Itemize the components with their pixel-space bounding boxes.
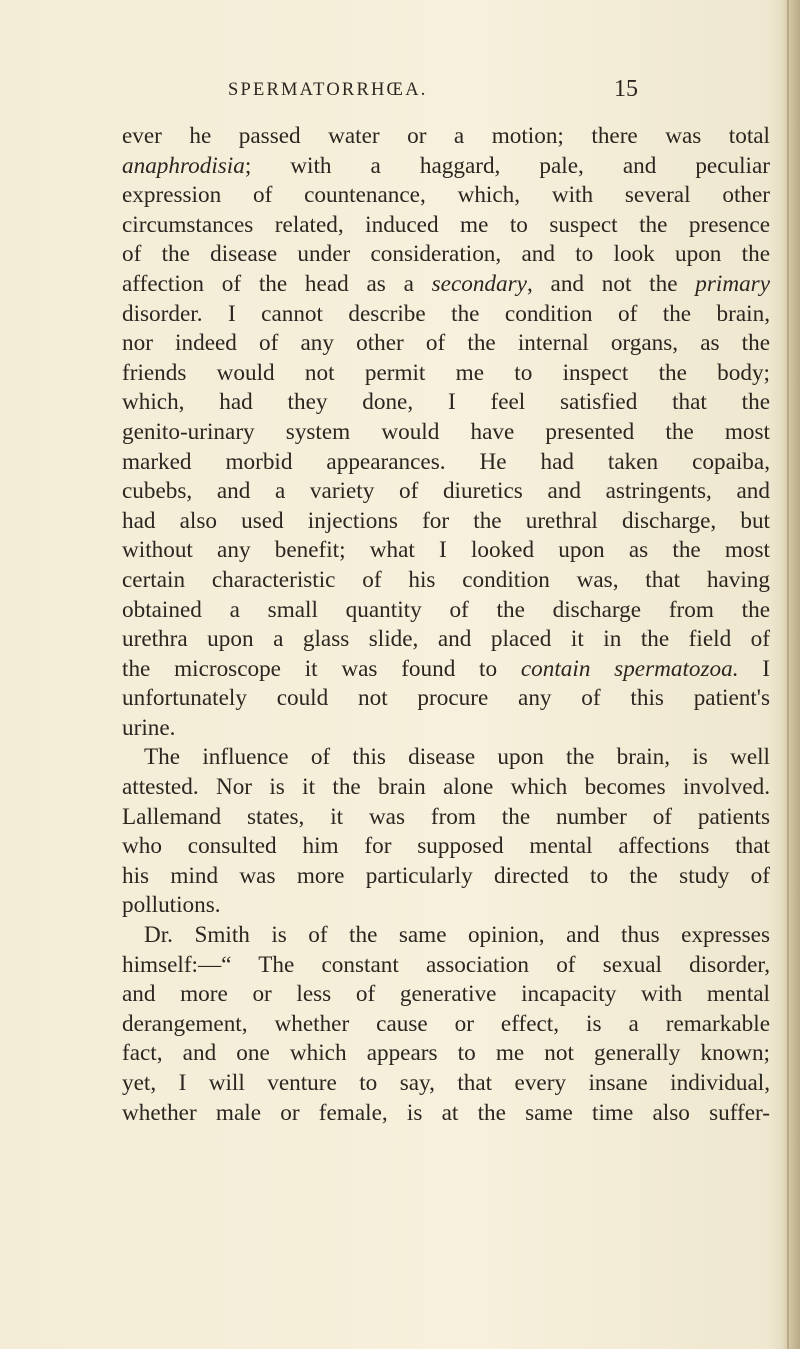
text-line: attested. Nor is it the brain alone which becomes involved.: [122, 774, 770, 801]
text-line: urethra upon a glass slide, and placed it in the field of: [122, 626, 770, 653]
text-line: nor indeed of any other of the internal organs, as the: [122, 330, 770, 357]
text-run: ; with a haggard, pale, and peculiar: [244, 152, 770, 179]
text-line: his mind was more particularly directed to the study of: [122, 862, 770, 889]
text-line: fact, and one which appears to me not generally known;: [122, 1040, 770, 1067]
running-title: SPERMATORRHŒA.: [228, 80, 428, 100]
text-line: The influence of this disease upon the brain, is well: [144, 744, 770, 771]
page-edge-line: [787, 0, 789, 1349]
text-line: had also used injections for the urethral discharge, but: [122, 507, 770, 534]
text-line: circumstances related, induced me to suspect the presence: [122, 211, 770, 238]
text-line: which, had they done, I feel satisfied that the: [122, 389, 770, 416]
text-run: affection of the head as a: [122, 270, 432, 297]
text-line: marked morbid appearances. He had taken copaiba,: [122, 448, 770, 475]
text-line: obtained a small quantity of the discharge from the: [122, 596, 770, 623]
page-number: 15: [614, 76, 638, 102]
text-line: cubebs, and a variety of diuretics and astringents, and: [122, 478, 770, 505]
body-text: [122, 122, 770, 1128]
text-line: unfortunately could not procure any of this patient's: [122, 685, 770, 712]
text-line: and more or less of generative incapacity with mental: [122, 981, 770, 1008]
italic-run: anaphrodisia: [122, 152, 245, 179]
text-line: friends would not permit me to inspect the body;: [122, 359, 770, 386]
text-line: [122, 152, 770, 182]
text-line: disorder. I cannot describe the condition of the brain,: [122, 300, 770, 327]
page-edge: [782, 0, 800, 1349]
text-line: yet, I will venture to say, that every insane individual,: [122, 1070, 770, 1096]
text-line: Dr. Smith is of the same opinion, and thus expresses: [144, 922, 770, 949]
text-line: derangement, whether cause or effect, is a remarkable: [122, 1010, 770, 1037]
italic-run: secondary: [431, 270, 527, 297]
text-line: genito-urinary system would have presented the most: [122, 418, 770, 445]
text-line: of the disease under consideration, and to look upon the: [122, 241, 770, 268]
text-line: expression of countenance, which, with several other: [122, 182, 770, 209]
text-line: pollutions.: [122, 892, 221, 919]
text-run: I: [738, 655, 770, 682]
text-run: the microscope it was found to: [122, 655, 521, 682]
text-line: himself:—“ The constant association of sexual disorder,: [122, 951, 770, 978]
page-header: [228, 76, 638, 108]
italic-run: primary: [695, 270, 770, 297]
text-line: urine.: [122, 714, 176, 741]
italic-run: contain spermatozoa.: [520, 655, 739, 682]
text-line: [122, 655, 770, 685]
text-line: certain characteristic of his condition was, that having: [122, 566, 770, 593]
text-line: who consulted him for supposed mental affections that: [122, 833, 770, 860]
text-line: [122, 270, 770, 300]
text-line: whether male or female, is at the same time also suffer-: [122, 1099, 770, 1126]
text-line: Lallemand states, it was from the number of patients: [122, 803, 770, 830]
text-line: without any benefit; what I looked upon as the most: [122, 537, 770, 564]
text-run: , and not the: [526, 270, 696, 297]
text-line: ever he passed water or a motion; there was total: [122, 123, 770, 149]
